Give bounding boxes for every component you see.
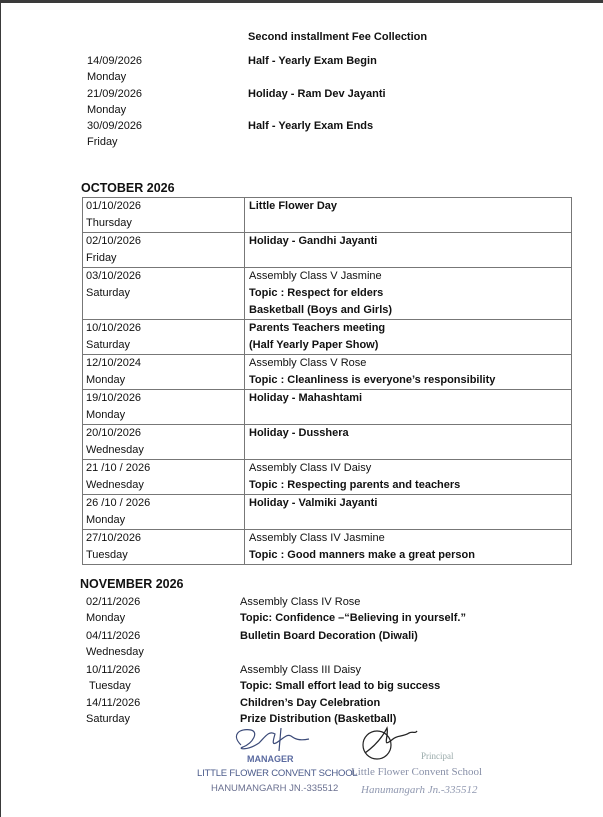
table-row — [83, 198, 572, 233]
weekday: Monday — [87, 104, 127, 116]
table-row — [83, 268, 572, 320]
month-heading-october: OCTOBER 2026 — [81, 181, 175, 195]
event-cell — [245, 233, 572, 268]
principal-school: Little Flower Convent School — [351, 766, 483, 778]
weekday: Monday — [87, 71, 127, 83]
event-line: Parents Teachers meeting — [249, 322, 386, 334]
date: 21/09/2026 — [87, 88, 143, 100]
date: 10/11/2026 — [86, 664, 141, 676]
event-line: Topic : Good manners make a great person — [249, 549, 475, 561]
table-row — [83, 495, 572, 530]
event: Half - Yearly Exam Begin — [248, 55, 377, 67]
event-line: Topic : Cleanliness is everyone’s responsibility — [249, 374, 496, 386]
date-cell — [83, 460, 245, 495]
event-line: Holiday - Mahashtami — [249, 392, 363, 404]
event-line: Little Flower Day — [249, 200, 338, 212]
event-line: Assembly Class III Daisy — [240, 664, 362, 676]
weekday: Tuesday — [89, 680, 131, 692]
event-line: Topic: Small effort lead to big success — [240, 680, 441, 692]
date: 21 /10 / 2026 — [86, 462, 151, 474]
event-line: Holiday - Gandhi Jayanti — [249, 235, 378, 247]
principal-title: Principal — [421, 751, 454, 761]
table-row — [83, 233, 572, 268]
event-cell — [245, 198, 572, 233]
date: 02/10/2026 — [86, 235, 142, 247]
date: 14/09/2026 — [87, 55, 143, 67]
principal-signature — [359, 725, 419, 763]
date-cell — [83, 495, 245, 530]
weekday: Saturday — [86, 287, 131, 299]
table-row — [83, 425, 572, 460]
date-cell — [83, 198, 245, 233]
date: 30/09/2026 — [87, 120, 143, 132]
date-cell — [83, 320, 245, 355]
event-line: Holiday - Dusshera — [249, 427, 349, 439]
event-cell — [245, 495, 572, 530]
weekday: Wednesday — [86, 444, 144, 456]
date-cell — [83, 233, 245, 268]
date: 12/10/2024 — [86, 357, 142, 369]
date: 02/11/2026 — [86, 596, 141, 608]
event-line: Children’s Day Celebration — [240, 697, 381, 709]
manager-title: MANAGER — [247, 754, 294, 764]
event-cell — [245, 268, 572, 320]
weekday: Friday — [87, 136, 118, 148]
event-line: Assembly Class V Jasmine — [249, 270, 382, 282]
event-line: Assembly Class IV Jasmine — [249, 532, 385, 544]
event: Half - Yearly Exam Ends — [248, 120, 374, 132]
weekday: Friday — [86, 252, 117, 264]
event-line: Assembly Class IV Rose — [240, 596, 361, 608]
date-cell — [83, 425, 245, 460]
event-cell — [245, 460, 572, 495]
date-cell — [83, 530, 245, 565]
table-row — [83, 355, 572, 390]
event-cell — [245, 320, 572, 355]
date-cell — [83, 390, 245, 425]
event-line: Topic : Respecting parents and teachers — [249, 479, 461, 491]
event-cell — [245, 355, 572, 390]
event-cell — [245, 425, 572, 460]
document-page — [1, 3, 603, 817]
date-cell — [83, 268, 245, 320]
date: 10/10/2026 — [86, 322, 142, 334]
event-cell — [245, 530, 572, 565]
event-line: Prize Distribution (Basketball) — [240, 713, 397, 725]
event: Holiday - Ram Dev Jayanti — [248, 88, 386, 100]
manager-school: LITTLE FLOWER CONVENT SCHOOL — [197, 768, 358, 779]
date: 19/10/2026 — [86, 392, 142, 404]
weekday: Tuesday — [86, 549, 128, 561]
table-row — [83, 530, 572, 565]
event-line: Holiday - Valmiki Jayanti — [249, 497, 378, 509]
date: 03/10/2026 — [86, 270, 142, 282]
event-carry: Second installment Fee Collection — [248, 31, 428, 43]
event-cell — [245, 390, 572, 425]
weekday: Wednesday — [86, 479, 144, 491]
event-line: Assembly Class IV Daisy — [249, 462, 372, 474]
date: 26 /10 / 2026 — [86, 497, 151, 509]
month-heading-november: NOVEMBER 2026 — [80, 577, 184, 591]
table-row — [83, 390, 572, 425]
weekday: Monday — [86, 514, 126, 526]
date: 01/10/2026 — [86, 200, 142, 212]
date: 04/11/2026 — [86, 630, 141, 642]
event-line: Topic : Respect for elders — [249, 287, 384, 299]
event-line: Basketball (Boys and Girls) — [249, 304, 393, 316]
weekday: Monday — [86, 409, 126, 421]
table-row — [83, 320, 572, 355]
event-line: (Half Yearly Paper Show) — [249, 339, 379, 351]
event-line: Assembly Class V Rose — [249, 357, 367, 369]
date: 14/11/2026 — [86, 697, 141, 709]
weekday: Saturday — [86, 713, 131, 725]
weekday: Monday — [86, 374, 126, 386]
event-line: Bulletin Board Decoration (Diwali) — [240, 630, 418, 642]
principal-address: Hanumangarh Jn.-335512 — [361, 784, 478, 796]
date: 27/10/2026 — [86, 532, 142, 544]
date: 20/10/2026 — [86, 427, 142, 439]
weekday: Saturday — [86, 339, 131, 351]
october-table — [82, 197, 572, 565]
manager-signature — [229, 725, 319, 755]
weekday: Wednesday — [86, 646, 144, 658]
weekday: Monday — [86, 612, 126, 624]
weekday: Thursday — [86, 217, 132, 229]
event-line: Topic: Confidence –“Believing in yourself.” — [240, 612, 466, 624]
table-row — [83, 460, 572, 495]
manager-address: HANUMANGARH JN.-335512 — [211, 783, 339, 794]
date-cell — [83, 355, 245, 390]
